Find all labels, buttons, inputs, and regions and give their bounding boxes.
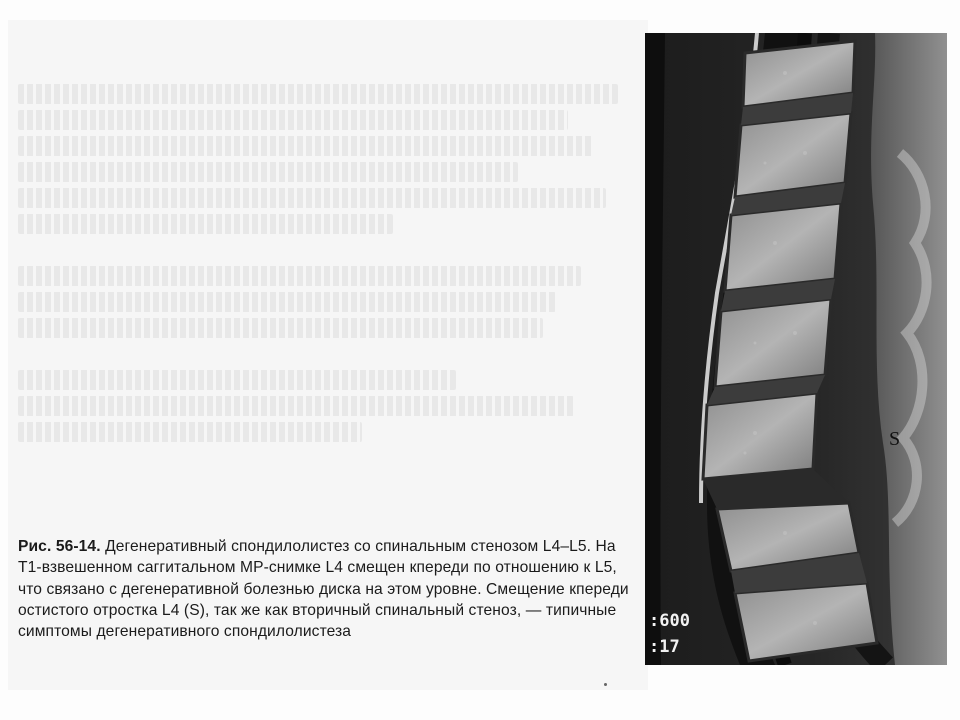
mri-overlay-value-bottom: :17 — [649, 637, 680, 657]
figure-caption — [18, 536, 643, 642]
mri-image — [645, 33, 947, 665]
scan-speck — [604, 683, 607, 686]
spine-mri-illustration — [645, 33, 947, 665]
spinous-process-label: S — [889, 428, 901, 450]
faded-background-text — [18, 84, 643, 448]
figure-label: Рис. 56-14. — [18, 538, 101, 555]
mri-overlay-value-top: :600 — [649, 611, 690, 631]
figure-caption-text: Дегенеративный спондилолистез со спинальным стенозом L4–L5. На T1-взвешенном саггитальном МР-снимке L4 смещен кпереди по отношению к L5, что связано с дегенеративной болезнью диска на этом уровне. Смещение кпереди остистого отростка L4 (S), так же как вторичный спинальный стеноз, — типичные симптомы дегенеративного спондилолистеза — [18, 538, 629, 641]
